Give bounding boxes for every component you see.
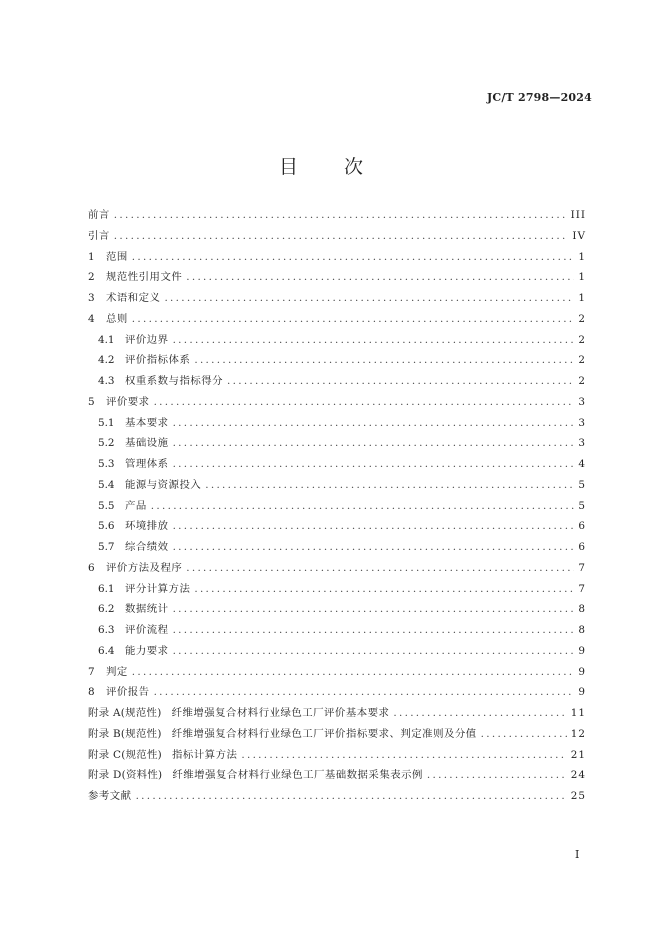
- toc-entry-page: 9: [578, 644, 586, 657]
- toc-entry-number: 6: [88, 561, 95, 574]
- toc-entry[interactable]: [88, 371, 586, 392]
- dot-leader: [427, 765, 567, 786]
- toc-entry-number: 6.1: [98, 582, 115, 595]
- toc-entry-page: 3: [578, 437, 586, 450]
- toc-entry-label: 判定: [106, 665, 128, 678]
- toc-entry[interactable]: [88, 516, 586, 537]
- toc-entry[interactable]: [88, 703, 586, 724]
- toc-entry-number: 8: [88, 686, 95, 699]
- toc-entry-label: 纤维增强复合材料行业绿色工厂评价指标要求、判定准则及分值: [171, 727, 477, 740]
- toc-entry-page: 8: [578, 603, 586, 616]
- standard-code: JC/T 2798—2024: [486, 91, 592, 104]
- dot-leader: [132, 309, 574, 330]
- dot-leader: [186, 558, 574, 579]
- toc-entry-label: 管理体系: [125, 458, 169, 470]
- toc-entry-page: 1: [578, 292, 586, 304]
- toc-entry[interactable]: [88, 226, 586, 247]
- toc-entry-number: 2: [88, 271, 95, 284]
- toc-entry[interactable]: [88, 579, 586, 600]
- toc-entry-label: 评价方法及程序: [106, 561, 183, 574]
- toc-entry-number: 附录 C(规范性): [88, 748, 163, 761]
- toc-entry-page: 12: [570, 727, 586, 740]
- toc-entry-number: 5.3: [98, 458, 115, 470]
- toc-entry-label: 规范性引用文件: [106, 271, 183, 284]
- dot-leader: [186, 267, 574, 288]
- dot-leader: [114, 226, 569, 247]
- dot-leader: [173, 413, 574, 434]
- toc-entry[interactable]: [88, 599, 586, 620]
- toc-entry-label: 引言: [88, 229, 110, 242]
- toc-entry[interactable]: [88, 413, 586, 434]
- table-of-contents: [88, 205, 586, 807]
- toc-entry-page: III: [570, 209, 586, 221]
- toc-entry[interactable]: [88, 745, 586, 766]
- toc-entry[interactable]: [88, 765, 586, 786]
- toc-entry-number: 4: [88, 312, 95, 325]
- toc-entry-page: 7: [578, 582, 586, 595]
- toc-entry-number: 5.4: [98, 478, 115, 491]
- dot-leader: [154, 392, 574, 413]
- dot-leader: [173, 599, 574, 620]
- toc-entry-page: 24: [570, 769, 586, 782]
- dot-leader: [164, 288, 574, 309]
- toc-entry[interactable]: [88, 350, 586, 371]
- toc-entry-page: 1: [578, 271, 586, 284]
- dot-leader: [241, 745, 566, 766]
- toc-entry-number: 5.1: [98, 416, 115, 429]
- toc-entry[interactable]: [88, 558, 586, 579]
- dot-leader: [114, 205, 567, 226]
- toc-entry-number: 6.4: [98, 644, 115, 657]
- toc-entry-number: 4.1: [98, 333, 115, 346]
- toc-entry-number: 4.3: [98, 375, 115, 387]
- dot-leader: [136, 786, 567, 807]
- toc-entry-label: 能力要求: [125, 644, 169, 657]
- toc-entry-label: 评分计算方法: [125, 582, 191, 595]
- toc-entry[interactable]: [88, 682, 586, 703]
- dot-leader: [132, 662, 574, 683]
- toc-entry-number: 附录 D(资料性): [88, 769, 163, 782]
- toc-entry-number: 附录 B(规范性): [88, 727, 162, 740]
- toc-entry-number: 1: [88, 250, 95, 263]
- toc-entry-page: 21: [570, 748, 586, 761]
- toc-entry-number: 附录 A(规范性): [88, 707, 162, 719]
- toc-entry[interactable]: [88, 620, 586, 641]
- toc-entry[interactable]: [88, 724, 586, 745]
- toc-entry-label: 评价要求: [106, 395, 150, 408]
- toc-entry-label: 基本要求: [125, 416, 169, 429]
- toc-entry-label: 评价流程: [125, 624, 169, 636]
- toc-entry-page: 11: [570, 707, 586, 719]
- toc-entry[interactable]: [88, 786, 586, 807]
- toc-entry-page: 2: [578, 354, 586, 367]
- toc-entry-label: 能源与资源投入: [125, 478, 202, 491]
- toc-entry[interactable]: [88, 288, 586, 309]
- toc-entry-label: 综合绩效: [125, 541, 169, 553]
- toc-entry-page: 2: [578, 375, 586, 387]
- toc-entry-page: 5: [578, 499, 586, 512]
- toc-entry-label: 纤维增强复合材料行业绿色工厂评价基本要求: [171, 707, 390, 719]
- toc-entry-page: 25: [570, 790, 586, 802]
- toc-entry-label: 总则: [106, 312, 128, 325]
- toc-entry-number: 6.2: [98, 603, 115, 616]
- toc-entry-label: 指标计算方法: [172, 748, 238, 761]
- dot-leader: [173, 330, 574, 351]
- toc-entry-number: 5.2: [98, 437, 115, 450]
- toc-entry-label: 产品: [125, 499, 147, 512]
- dot-leader: [173, 537, 574, 558]
- toc-entry-number: 5.7: [98, 541, 115, 553]
- toc-entry-page: 3: [578, 416, 586, 429]
- toc-entry[interactable]: [88, 267, 586, 288]
- dot-leader: [481, 724, 567, 745]
- toc-entry-number: 3: [88, 292, 95, 304]
- toc-entry-page: 6: [578, 520, 586, 533]
- toc-entry-label: 参考文献: [88, 790, 132, 802]
- dot-leader: [194, 579, 574, 600]
- dot-leader: [173, 516, 574, 537]
- toc-entry-page: 3: [578, 395, 586, 408]
- dot-leader: [227, 371, 574, 392]
- toc-entry[interactable]: [88, 433, 586, 454]
- toc-entry[interactable]: [88, 662, 586, 683]
- toc-entry-label: 评价边界: [125, 333, 169, 346]
- toc-entry-page: 4: [578, 458, 586, 470]
- toc-entry[interactable]: [88, 392, 586, 413]
- toc-entry[interactable]: [88, 454, 586, 475]
- dot-leader: [173, 620, 574, 641]
- toc-entry-label: 术语和定义: [106, 292, 161, 304]
- dot-leader: [173, 641, 574, 662]
- toc-entry-page: 6: [578, 541, 586, 553]
- toc-entry-label: 范围: [106, 250, 128, 263]
- toc-entry-number: 5.6: [98, 520, 115, 533]
- toc-entry-label: 权重系数与指标得分: [125, 375, 224, 387]
- dot-leader: [194, 350, 574, 371]
- toc-entry-label: 数据统计: [125, 603, 169, 616]
- toc-entry-number: 5: [88, 395, 95, 408]
- dot-leader: [173, 454, 574, 475]
- page-title: 目 次: [278, 156, 384, 178]
- dot-leader: [151, 496, 574, 517]
- toc-entry[interactable]: [88, 496, 586, 517]
- toc-entry-page: 1: [578, 250, 586, 263]
- dot-leader: [132, 247, 574, 268]
- toc-entry[interactable]: [88, 247, 586, 268]
- toc-entry[interactable]: [88, 330, 586, 351]
- dot-leader: [154, 682, 574, 703]
- toc-entry-page: 9: [578, 665, 586, 678]
- toc-entry[interactable]: [88, 309, 586, 330]
- dot-leader: [393, 703, 566, 724]
- toc-entry-label: 基础设施: [125, 437, 169, 450]
- toc-entry-label: 纤维增强复合材料行业绿色工厂基础数据采集表示例: [172, 769, 423, 782]
- toc-entry-page: 2: [578, 312, 586, 325]
- toc-entry-page: 9: [578, 686, 586, 699]
- dot-leader: [173, 433, 574, 454]
- toc-entry[interactable]: [88, 537, 586, 558]
- toc-entry-label: 环境排放: [125, 520, 169, 533]
- toc-entry-number: 7: [88, 665, 95, 678]
- toc-entry[interactable]: [88, 205, 586, 226]
- page-number: I: [575, 848, 580, 861]
- toc-entry-page: 2: [578, 333, 586, 346]
- toc-entry-label: 前言: [88, 209, 110, 221]
- toc-entry-label: 评价报告: [106, 686, 150, 699]
- toc-entry-number: 5.5: [98, 499, 115, 512]
- toc-entry-number: 6.3: [98, 624, 115, 636]
- toc-entry-page: IV: [572, 229, 586, 242]
- dot-leader: [205, 475, 574, 496]
- toc-entry-label: 评价指标体系: [125, 354, 191, 367]
- toc-entry-number: 4.2: [98, 354, 115, 367]
- toc-entry-page: 7: [578, 561, 586, 574]
- toc-entry-page: 8: [578, 624, 586, 636]
- toc-entry[interactable]: [88, 641, 586, 662]
- toc-entry-page: 5: [578, 478, 586, 491]
- toc-entry[interactable]: [88, 475, 586, 496]
